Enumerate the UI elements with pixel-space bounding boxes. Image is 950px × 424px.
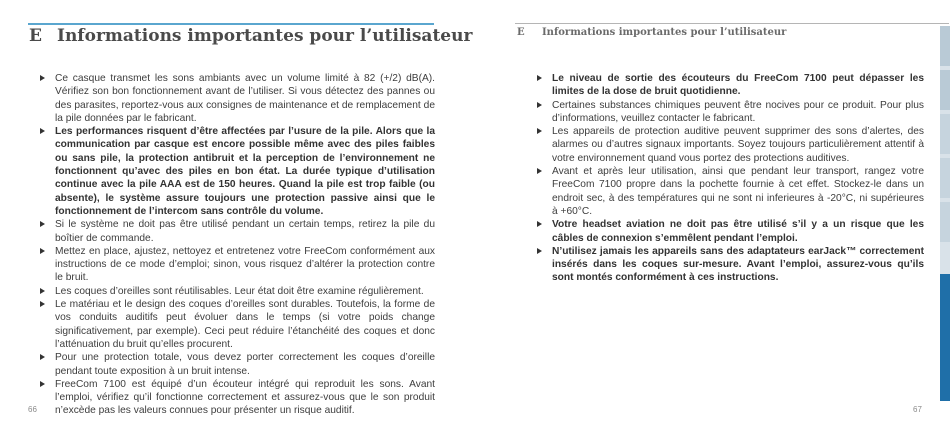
list-item xyxy=(537,72,924,99)
bullet-triangle-icon xyxy=(537,168,542,174)
list-item xyxy=(40,245,435,285)
active-chapter-tab xyxy=(940,274,950,401)
section-title: Informations importantes pour l’utilisateur xyxy=(57,26,473,46)
bullet-triangle-icon xyxy=(40,128,45,134)
list-item-text: Le niveau de sortie des écouteurs du FreeCom 7100 peut dépasser les limites de la dose de bruit quotidienne. xyxy=(552,73,924,98)
list-item xyxy=(40,378,435,418)
list-item-text: Les coques d’oreilles sont réutilisables. Leur état doit être examine régulièrement. xyxy=(55,285,424,297)
list-item-text: FreeCom 7100 est équipé d’un écouteur intégré qui reproduit les sons. Avant l’emploi, vérifiez qu’il fonctionne correctement et assurez-vous que le son produit n’excède pas les valeurs connues pour présenter un risque auditif. xyxy=(55,378,435,417)
header-rule xyxy=(515,23,949,24)
bullet-triangle-icon xyxy=(537,221,542,227)
bullet-triangle-icon xyxy=(40,354,45,360)
list-item-text: Les appareils de protection auditive peuvent supprimer des sons d’alertes, des alarmes ou d’autres signaux importants. Soyez toujours particulièrement attentif à votre environnement quand vous portez des protections auditives. xyxy=(552,126,924,164)
section-letter: E xyxy=(517,27,525,38)
list-item-text: Mettez en place, ajustez, nettoyez et entretenez votre FreeCom conformément aux instructions de ce mode d’emploi; sinon, vous risquez d’altérer la protection contre le bruit. xyxy=(55,245,435,284)
list-item xyxy=(537,218,924,245)
header-rule xyxy=(28,23,434,25)
list-item-text: Votre headset aviation ne doit pas être utilisé s’il y a un risque que les câbles de connexion s’emmêlent pendant l’emploi. xyxy=(552,219,924,244)
bullet-list xyxy=(40,72,435,418)
chapter-tab xyxy=(940,202,950,242)
list-item xyxy=(537,99,924,126)
page-number: 67 xyxy=(913,405,922,414)
page-number: 66 xyxy=(28,405,37,414)
list-item xyxy=(537,165,924,218)
list-item xyxy=(40,351,435,378)
list-item-text: Les performances risquent d’être affectées par l’usure de la pile. Alors que la communication par casque est encore possible même avec des piles faibles ou sans pile, la protection antibruit et la perception de l’environnement ne fonctionnent qu’avec des piles en bon état. La durée typique d’utilisation continue avec la pile AAA est de 150 heures. Quand la pile est trop faible (ou absente), le système assure toujours une protection passive ainsi que le fonctionnement de l’intercom sans contrôle du volume. xyxy=(55,126,435,217)
chapter-tab xyxy=(940,26,950,66)
list-item-text: Ce casque transmet les sons ambiants avec un volume limité à 82 (+/2) dB(A). Vérifiez son bon fonctionnement avant de l’utiliser. Si vous détectez des pannes ou des parasites, reportez-vous aux consignes de maintenance et de remplacement de la pile données par le fabricant. xyxy=(55,73,435,124)
list-item-text: Pour une protection totale, vous devez porter correctement les coques d’oreille pendant toute exposition à un bruit intense. xyxy=(55,352,435,377)
bullet-triangle-icon xyxy=(537,128,542,134)
running-header xyxy=(517,27,786,38)
right-page xyxy=(475,0,950,424)
section-letter: E xyxy=(29,26,42,46)
list-item-text: N’utilisez jamais les appareils sans des adaptateurs earJack™ correctement insérés dans les coques sur-mesure. Avant l’emploi, assurez-vous qu’ils sont montés conformément à ces instructions. xyxy=(552,245,924,284)
list-item xyxy=(40,72,435,125)
list-item-text: Le matériau et le design des coques d’oreilles sont durables. Toutefois, la forme de vos conduits auditifs peut évoluer dans le temps (si votre poids change significativement, par exemple). Ceci peut réduire l’étanchéité des coques et donc l’atténuation du bruit qu’elles procurent. xyxy=(55,299,435,350)
bullet-triangle-icon xyxy=(40,248,45,254)
list-item xyxy=(537,245,924,285)
list-item xyxy=(40,298,435,351)
bullet-triangle-icon xyxy=(537,75,542,81)
bullet-triangle-icon xyxy=(537,248,542,254)
list-item xyxy=(40,218,435,245)
list-item-text: Certaines substances chimiques peuvent être nocives pour ce produit. Pour plus d’informations, veuillez contacter le fabricant. xyxy=(552,99,924,124)
bullet-triangle-icon xyxy=(40,288,45,294)
bullet-triangle-icon xyxy=(40,221,45,227)
bullet-list xyxy=(537,72,924,285)
section-header xyxy=(29,26,472,46)
list-item-text: Avant et après leur utilisation, ainsi que pendant leur transport, rangez votre FreeCom 7100 propre dans la pochette fournie à cet effet. Stockez-le dans un endroit sec, à des températures qui ne sont ni inferieures à -20°C, ni supérieures à +60°C. xyxy=(552,166,924,217)
chapter-tab xyxy=(940,70,950,110)
bullet-triangle-icon xyxy=(40,75,45,81)
section-title: Informations importantes pour l’utilisateur xyxy=(542,27,787,38)
list-item xyxy=(40,285,435,298)
bullet-triangle-icon xyxy=(40,301,45,307)
list-item xyxy=(40,125,435,218)
bullet-triangle-icon xyxy=(40,381,45,387)
chapter-tab xyxy=(940,114,950,154)
list-item xyxy=(537,125,924,165)
bullet-triangle-icon xyxy=(537,102,542,108)
chapter-tab-strip xyxy=(940,26,950,401)
list-item-text: Si le système ne doit pas être utilisé pendant un certain temps, retirez la pile du boîtier de commande. xyxy=(55,219,435,244)
chapter-tab xyxy=(940,158,950,198)
